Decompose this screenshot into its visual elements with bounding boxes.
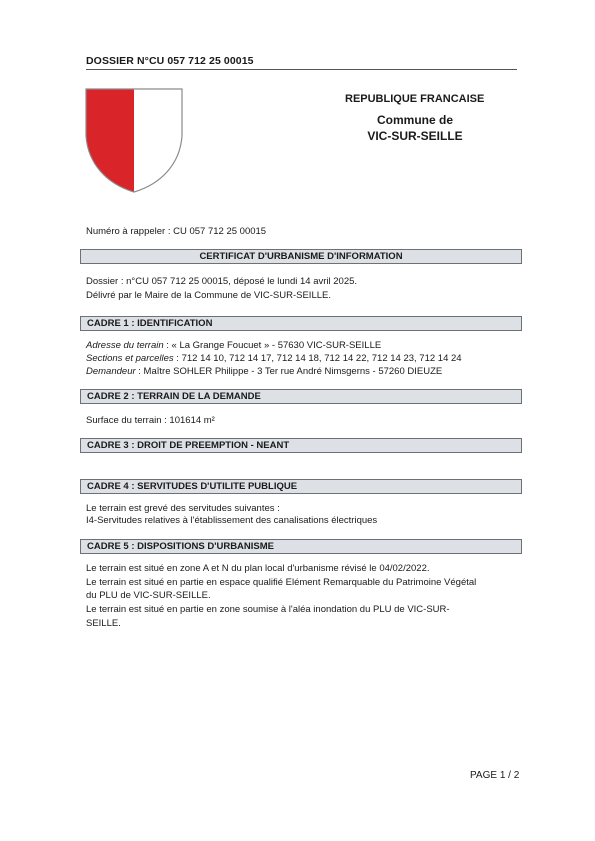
- adresse-label: Adresse du terrain: [86, 340, 164, 351]
- dispositions-line-2: Le terrain est situé en partie en espace qualifié Elément Remarquable du Patrimoine Végétal: [86, 577, 477, 588]
- certificat-title: CERTIFICAT D'URBANISME D'INFORMATION: [80, 249, 522, 264]
- certificat-dossier-line: Dossier : n°CU 057 712 25 00015, déposé le lundi 14 avril 2025.: [86, 276, 358, 287]
- servitudes-line-2: I4-Servitudes relatives à l'établissement des canalisations électriques: [86, 515, 378, 526]
- cadre3-title: CADRE 3 : DROIT DE PREEMPTION - NEANT: [80, 438, 522, 453]
- adresse-value: : « La Grange Foucuet » - 57630 VIC-SUR-SEILLE: [163, 340, 382, 351]
- commune-name: VIC-SUR-SEILLE: [367, 129, 463, 143]
- dispositions-line-1: Le terrain est situé en zone A et N du plan local d'urbanisme révisé le 04/02/2022.: [86, 563, 430, 574]
- dispositions-line-5: SEILLE.: [86, 618, 121, 629]
- demandeur-line: [86, 366, 442, 377]
- cadre5-title: CADRE 5 : DISPOSITIONS D'URBANISME: [80, 539, 522, 554]
- dispositions-line-3: du PLU de VIC-SUR-SEILLE.: [86, 590, 211, 601]
- page-number: PAGE 1 / 2: [470, 770, 520, 781]
- servitudes-line-1: Le terrain est grevé des servitudes suivantes :: [86, 503, 280, 514]
- sections-line: [86, 353, 462, 364]
- coat-of-arms-icon: [85, 88, 183, 194]
- dispositions-line-4: Le terrain est situé en partie en zone soumise à l'aléa inondation du PLU de VIC-SUR-: [86, 604, 450, 615]
- sections-value: : 712 14 10, 712 14 17, 712 14 18, 712 14 22, 712 14 23, 712 14 24: [173, 353, 462, 364]
- demandeur-value: : Maître SOHLER Philippe - 3 Ter rue André Nimsgerns - 57260 DIEUZE: [135, 366, 443, 377]
- adresse-line: [86, 340, 381, 351]
- commune-label: Commune de: [376, 113, 453, 127]
- surface-line: Surface du terrain : 101614 m²: [86, 415, 215, 426]
- cadre1-title: CADRE 1 : IDENTIFICATION: [80, 316, 522, 331]
- demandeur-label: Demandeur: [86, 366, 136, 377]
- dossier-number: DOSSIER N°CU 057 712 25 00015: [86, 55, 254, 67]
- header-divider: [86, 69, 517, 70]
- cadre2-title: CADRE 2 : TERRAIN DE LA DEMANDE: [80, 389, 522, 404]
- reference-number: Numéro à rappeler : CU 057 712 25 00015: [86, 226, 267, 237]
- certificat-delivre-line: Délivré par le Maire de la Commune de VIC-SUR-SEILLE.: [86, 290, 331, 301]
- republique-francaise: REPUBLIQUE FRANCAISE: [345, 93, 485, 105]
- sections-label: Sections et parcelles: [86, 353, 174, 364]
- cadre4-title: CADRE 4 : SERVITUDES D'UTILITE PUBLIQUE: [80, 479, 522, 494]
